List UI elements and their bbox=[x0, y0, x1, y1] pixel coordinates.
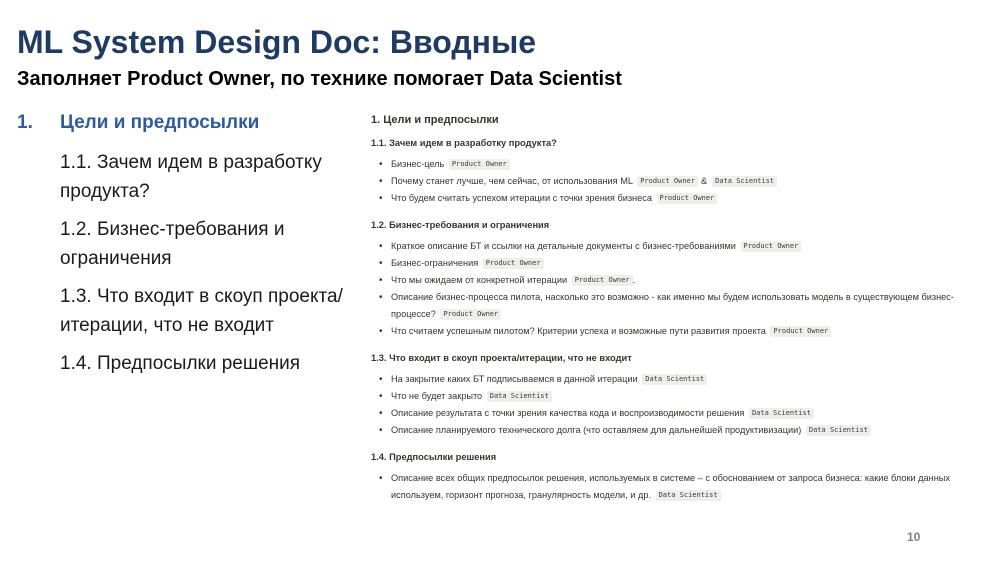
doc-sections bbox=[362, 138, 974, 504]
role-tag: Data Scientist bbox=[642, 374, 707, 385]
doc-bullet-text: Бизнес-цель bbox=[391, 159, 445, 169]
doc-bullet bbox=[379, 388, 974, 405]
doc-bullet-list bbox=[362, 238, 974, 340]
doc-bullet-text: Бизнес-ограничения bbox=[391, 258, 479, 268]
role-tag: Product Owner bbox=[440, 309, 501, 320]
slide-subtitle: Заполняет Product Owner, по технике помогает Data Scientist bbox=[17, 68, 622, 90]
outline-heading-number: 1. bbox=[17, 112, 33, 133]
doc-bullet-text: Что считаем успешным пилотом? Критерии успеха и возможные пути развития проекта bbox=[391, 326, 766, 336]
role-tag: Product Owner bbox=[637, 176, 698, 187]
doc-bullet bbox=[379, 190, 974, 207]
doc-heading: 1. Цели и предпосылки bbox=[371, 114, 499, 126]
doc-bullet-text: Краткое описание БТ и ссылки на детальные документы с бизнес-требованиями bbox=[391, 241, 736, 251]
doc-section-title: 1.3. Что входит в скоуп проекта/итерации, что не входит bbox=[371, 353, 632, 363]
doc-section-title: 1.4. Предпосылки решения bbox=[371, 452, 497, 462]
doc-screenshot bbox=[362, 110, 974, 504]
tag-joiner: & bbox=[701, 176, 708, 186]
outline-item: 1.3. Что входит в скоуп проекта/итерации, что не входит bbox=[60, 286, 343, 336]
doc-section bbox=[362, 220, 974, 340]
doc-bullet bbox=[379, 255, 974, 272]
doc-bullet bbox=[379, 272, 974, 289]
role-tag: Data Scientist bbox=[656, 490, 721, 501]
role-tag: Data Scientist bbox=[487, 391, 552, 402]
doc-bullet-text: Описание результата с точки зрения качества кода и воспроизводимости решения bbox=[391, 408, 745, 418]
doc-section-title: 1.2. Бизнес-требования и ограничения bbox=[371, 220, 550, 230]
doc-bullet-suffix: . bbox=[632, 275, 636, 285]
doc-bullet-text: Описание планируемого технического долга (что оставляем для дальнейшей продуктивизации) bbox=[391, 425, 802, 435]
outline-heading-label: Цели и предпосылки bbox=[60, 112, 260, 133]
doc-bullet bbox=[379, 238, 974, 255]
role-tag: Data Scientist bbox=[806, 425, 871, 436]
outline-item: 1.2. Бизнес-требования и ограничения bbox=[60, 219, 285, 269]
doc-bullet-text: Что будем считать успехом итерации с точки зрения бизнеса bbox=[391, 193, 652, 203]
role-tag: Product Owner bbox=[483, 258, 544, 269]
role-tag: Data Scientist bbox=[712, 176, 777, 187]
outline-list bbox=[17, 112, 357, 378]
role-tag: Data Scientist bbox=[749, 408, 814, 419]
doc-section bbox=[362, 353, 974, 439]
doc-bullet bbox=[379, 289, 974, 323]
doc-bullet bbox=[379, 173, 974, 190]
doc-section bbox=[362, 138, 974, 207]
doc-bullet-text: Почему станет лучше, чем сейчас, от использования ML bbox=[391, 176, 633, 186]
outline-heading bbox=[17, 112, 357, 134]
doc-bullet bbox=[379, 323, 974, 340]
slide-title: ML System Design Doc: Вводные bbox=[17, 24, 537, 60]
doc-bullet bbox=[379, 405, 974, 422]
doc-bullet bbox=[379, 470, 974, 504]
page-number: 10 bbox=[907, 530, 921, 544]
doc-section-title: 1.1. Зачем идем в разработку продукта? bbox=[371, 138, 557, 148]
doc-bullet-text: Описание бизнес-процесса пилота, насколько это возможно - как именно мы будем использовать модель в существующем бизнес-процессе? bbox=[391, 292, 954, 319]
role-tag: Product Owner bbox=[741, 241, 802, 252]
doc-bullet-text: Что мы ожидаем от конкретной итерации bbox=[391, 275, 568, 285]
doc-section bbox=[362, 452, 974, 504]
doc-bullet-text: Что не будет закрыто bbox=[391, 391, 483, 401]
role-tag: Product Owner bbox=[449, 159, 510, 170]
role-tag: Product Owner bbox=[770, 326, 831, 337]
doc-bullet-list bbox=[362, 470, 974, 504]
doc-bullet-list bbox=[362, 156, 974, 207]
role-tag: Product Owner bbox=[657, 193, 718, 204]
role-tag: Product Owner bbox=[572, 275, 633, 286]
outline-item: 1.1. Зачем идем в разработку продукта? bbox=[60, 152, 322, 202]
doc-bullet-text: Описание всех общих предпосылок решения, используемых в системе – с обоснованием от запроса бизнеса: какие блоки данных используем, горизонт прогноза, гранулярность модели, и др. bbox=[391, 473, 950, 500]
doc-bullet-list bbox=[362, 371, 974, 439]
doc-bullet bbox=[379, 371, 974, 388]
outline-item: 1.4. Предпосылки решения bbox=[60, 353, 301, 374]
doc-bullet-text: На закрытие каких БТ подписываемся в данной итерации bbox=[391, 374, 638, 384]
doc-bullet bbox=[379, 422, 974, 439]
doc-bullet bbox=[379, 156, 974, 173]
